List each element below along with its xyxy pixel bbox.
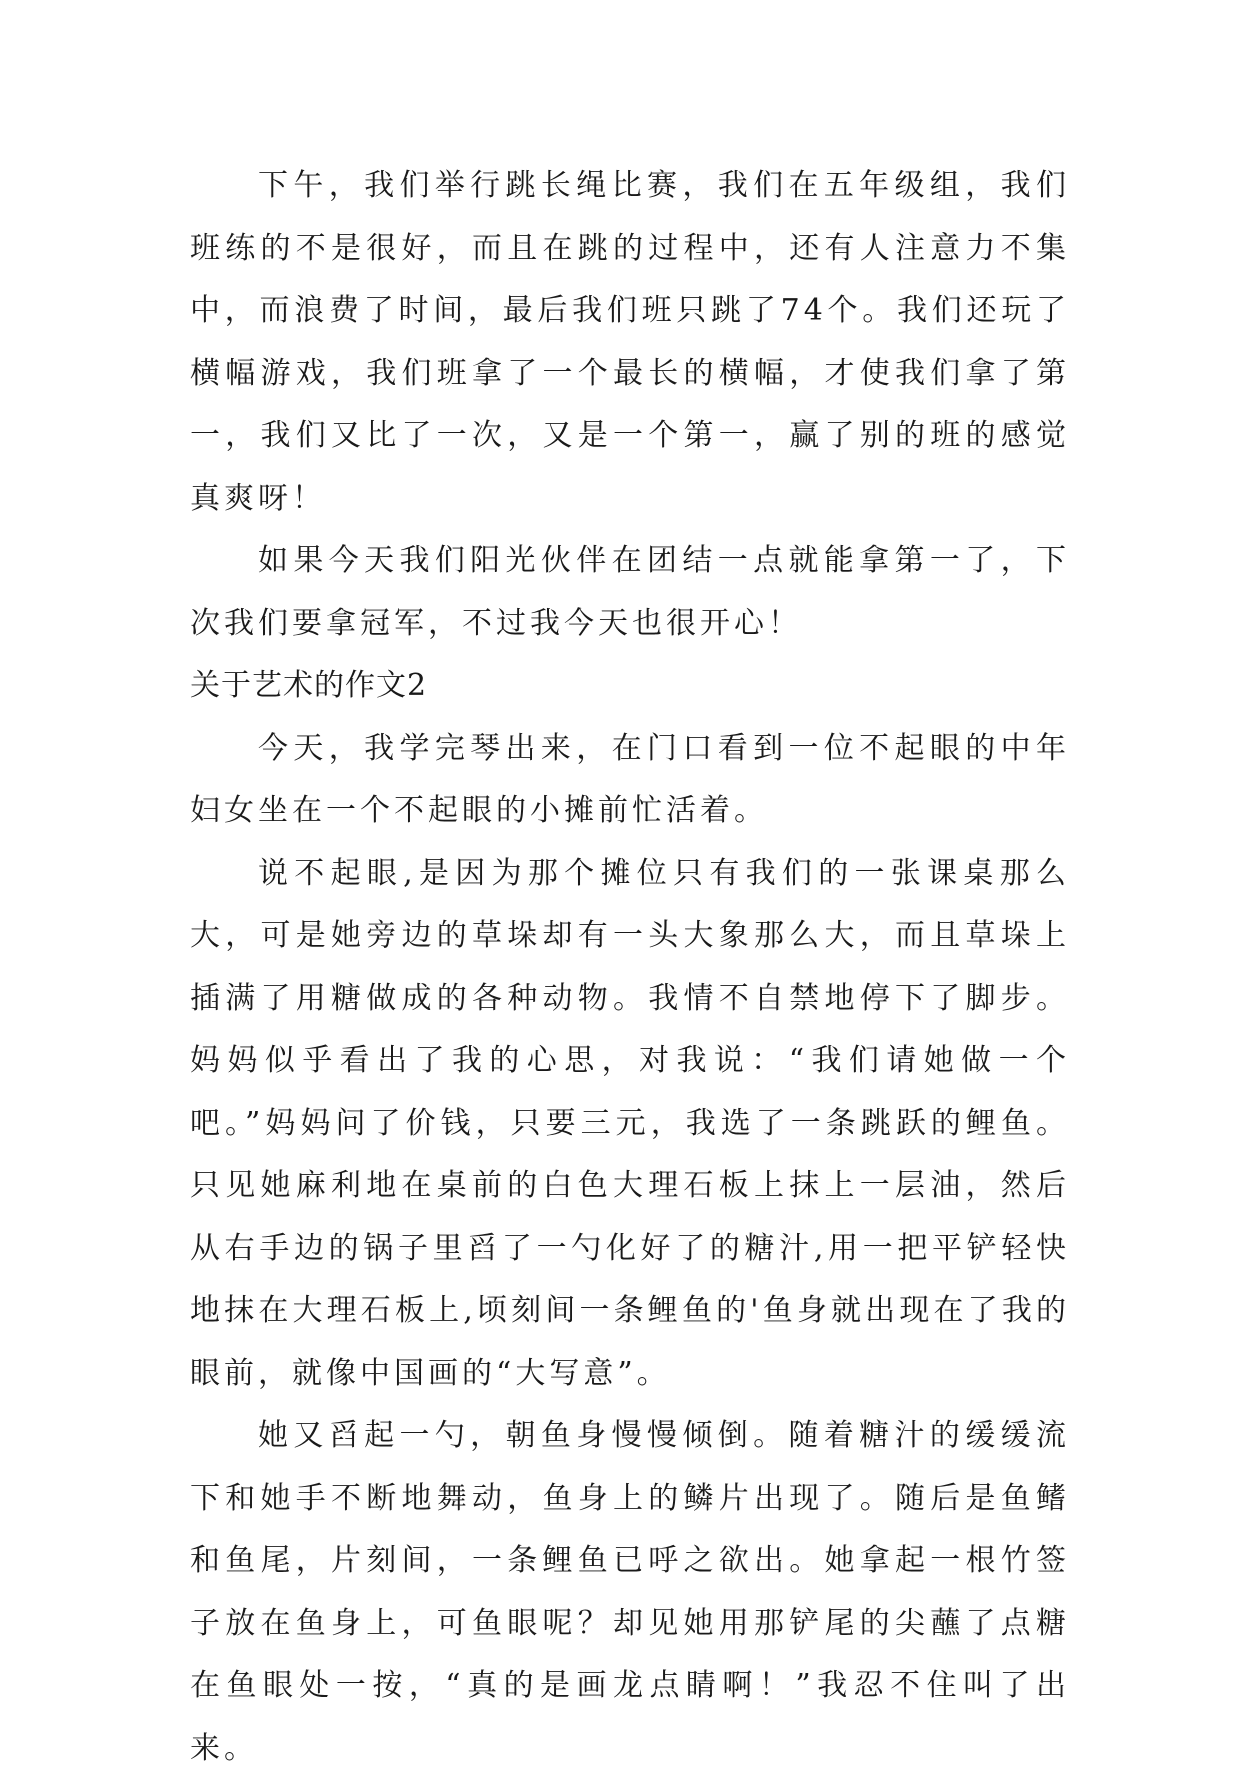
- paragraph-after-piano: 今天，我学完琴出来，在门口看到一位不起眼的中年妇女坐在一个不起眼的小摊前忙活着。: [190, 730, 1070, 828]
- section-title: 关于艺术的作文2: [190, 668, 428, 703]
- paragraph-sugar-stall: 说不起眼,是因为那个摊位只有我们的一张课桌那么大，可是她旁边的草垛却有一头大象那么大，而且草垛上插满了用糖做成的各种动物。我情不自禁地停下了脚步。妈妈似乎看出了我的心思，对我说：“我们请她做一个吧。”妈妈问了价钱，只要三元，我选了一条跳跃的鲤鱼。只见她麻利地在桌前的白色大理石板上抹上一层油，然后从右手边的锅子里舀了一勺化好了的糖汁,用一把平铲轻快地抹在大理石板上,顷刻间一条鲤鱼的'鱼身就出现在了我的眼前，就像中国画的“大写意”。: [190, 855, 1070, 1391]
- paragraph-jump-rope: 下午，我们举行跳长绳比赛，我们在五年级组，我们班练的不是很好，而且在跳的过程中，还有人注意力不集中，而浪费了时间，最后我们班只跳了74个。我们还玩了横幅游戏，我们班拿了一个最长的横幅，才使我们拿了第一，我们又比了一次，又是一个第一，赢了别的班的感觉真爽呀！: [190, 168, 1070, 516]
- document-page: [190, 155, 1070, 1780]
- paragraph-sunshine-partners: 如果今天我们阳光伙伴在团结一点就能拿第一了，下次我们要拿冠军，不过我今天也很开心！: [190, 543, 1070, 641]
- paragraph-sugar-carp: 她又舀起一勺，朝鱼身慢慢倾倒。随着糖汁的缓缓流下和她手不断地舞动，鱼身上的鳞片出现了。随后是鱼鳍和鱼尾，片刻间，一条鲤鱼已呼之欲出。她拿起一根竹签子放在鱼身上，可鱼眼呢？却见她用那铲尾的尖蘸了点糖在鱼眼处一按，“真的是画龙点睛啊！”我忍不住叫了出来。: [190, 1418, 1070, 1766]
